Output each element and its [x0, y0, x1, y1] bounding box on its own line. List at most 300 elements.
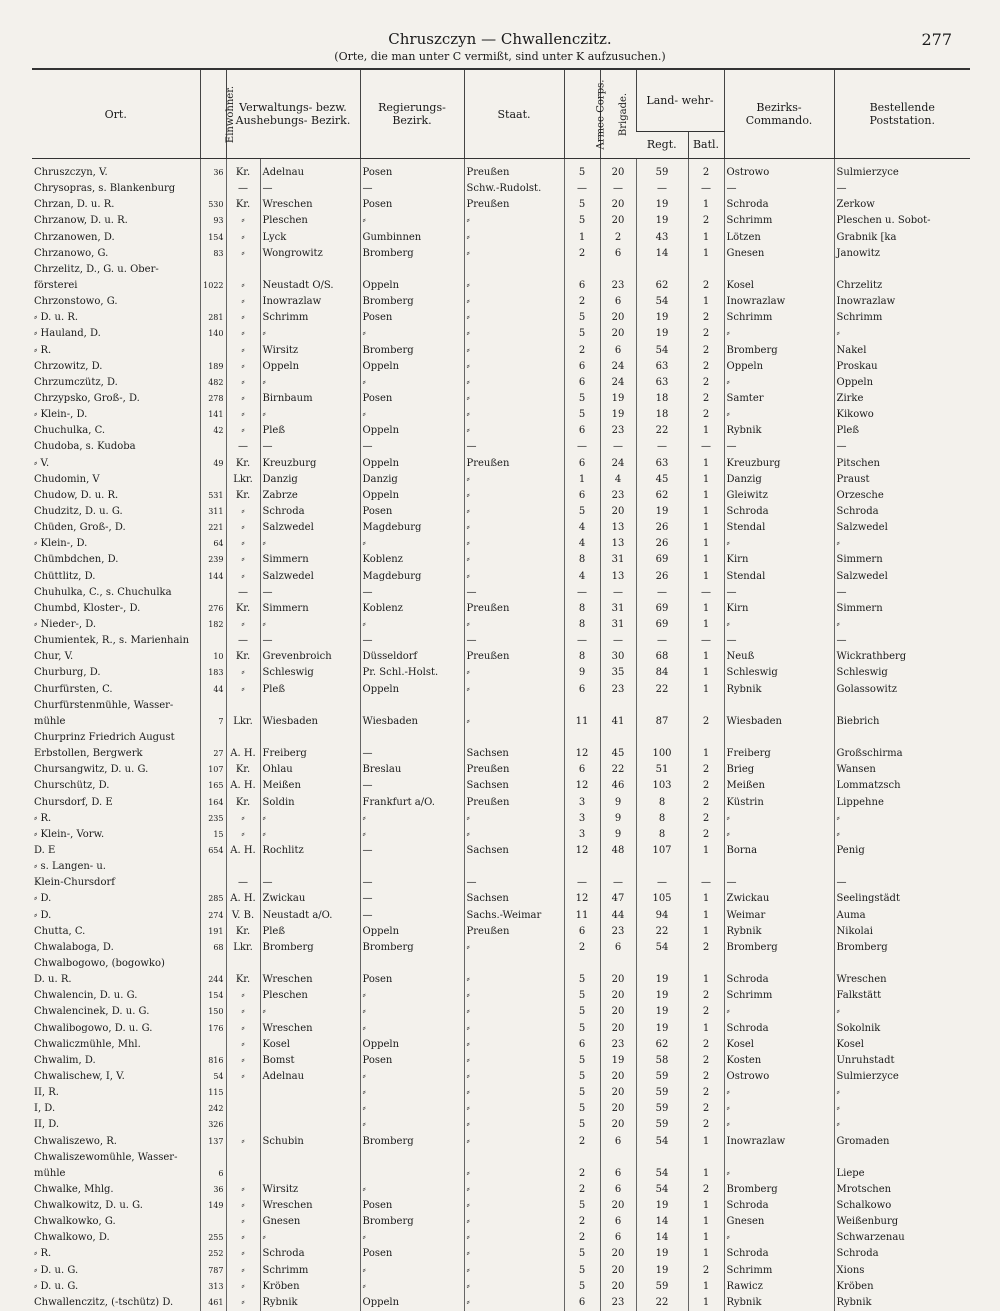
- table-row: [32, 1246, 970, 1262]
- cell-bk: ⸗: [724, 1166, 834, 1182]
- cell-ort: Chursangwitz, D. u. G.: [34, 764, 149, 776]
- cell-brig: 6: [600, 343, 636, 359]
- cell-reg: ⸗: [360, 1101, 464, 1117]
- cell-kr: A. H.: [226, 746, 260, 762]
- cell-ort: Chumientek, R., s. Marienhain: [34, 635, 190, 647]
- cell-staat: ⸗: [464, 504, 564, 520]
- cell-kr: ⸗: [226, 1246, 260, 1262]
- cell-kr: ⸗: [226, 1279, 260, 1295]
- cell-brig: —: [600, 181, 636, 197]
- cell-post: Praust: [834, 472, 970, 488]
- cell-ort: II, D.: [34, 1119, 60, 1131]
- cell-ak: 6: [564, 375, 600, 391]
- cell-bk: [724, 262, 834, 278]
- cell-ak: [564, 859, 600, 875]
- cell-reg: [360, 698, 464, 714]
- cell-ort: ⸗ D. u. G.: [34, 1280, 79, 1292]
- cell-verw: Adelnau: [260, 1069, 360, 1085]
- cell-kr: Lkr.: [226, 940, 260, 956]
- cell-reg: Posen: [360, 1198, 464, 1214]
- cell-regt: 26: [636, 520, 688, 536]
- cell-staat: ⸗: [464, 1166, 564, 1182]
- cell-ort: Chwalke, Mhlg.: [34, 1183, 114, 1195]
- cell-kr: ⸗: [226, 617, 260, 633]
- table-body: [32, 159, 970, 1311]
- cell-ak: —: [564, 633, 600, 649]
- cell-kr: ⸗: [226, 536, 260, 552]
- cell-kr: ⸗: [226, 294, 260, 310]
- cell-regt: 54: [636, 294, 688, 310]
- table-row: [32, 665, 970, 681]
- cell-ak: [564, 262, 600, 278]
- cell-post: Biebrich: [834, 714, 970, 730]
- cell-ew: [200, 262, 226, 278]
- cell-ak: 2: [564, 294, 600, 310]
- cell-ak: [564, 1150, 600, 1166]
- cell-ew: 164: [200, 794, 226, 810]
- cell-bk: ⸗: [724, 617, 834, 633]
- table-row: [32, 294, 970, 310]
- cell-post: Sulmierzyce: [834, 159, 970, 182]
- cell-ak: 5: [564, 1246, 600, 1262]
- cell-batl: 2: [688, 213, 724, 229]
- cell-ort: Chwalischew, I, V.: [34, 1070, 125, 1082]
- cell-regt: 14: [636, 246, 688, 262]
- cell-post: Mrotschen: [834, 1182, 970, 1198]
- cell-regt: 19: [636, 310, 688, 326]
- cell-regt: 43: [636, 230, 688, 246]
- cell-staat: ⸗: [464, 520, 564, 536]
- cell-staat: ⸗: [464, 569, 564, 585]
- cell-batl: 2: [688, 794, 724, 810]
- cell-ort: ⸗ D.: [34, 909, 52, 921]
- cell-bk: Kosel: [724, 278, 834, 294]
- cell-ew: [200, 585, 226, 601]
- cell-reg: Posen: [360, 1053, 464, 1069]
- table-row: [32, 1101, 970, 1117]
- cell-post: Grabnik [ka: [834, 230, 970, 246]
- cell-regt: 19: [636, 1020, 688, 1036]
- cell-staat: ⸗: [464, 1085, 564, 1101]
- cell-post: Lommatzsch: [834, 778, 970, 794]
- cell-brig: 46: [600, 778, 636, 794]
- cell-batl: 1: [688, 569, 724, 585]
- cell-verw: ⸗: [260, 811, 360, 827]
- cell-brig: [600, 956, 636, 972]
- cell-regt: 63: [636, 375, 688, 391]
- cell-kr: —: [226, 633, 260, 649]
- cell-ew: [200, 730, 226, 746]
- cell-ew: [200, 472, 226, 488]
- cell-ew: 285: [200, 891, 226, 907]
- cell-batl: —: [688, 439, 724, 455]
- table-row: [32, 875, 970, 891]
- cell-reg: ⸗: [360, 407, 464, 423]
- table-row: [32, 746, 970, 762]
- cell-reg: [360, 262, 464, 278]
- cell-ak: 5: [564, 1279, 600, 1295]
- cell-reg: —: [360, 585, 464, 601]
- cell-batl: —: [688, 585, 724, 601]
- cell-ort: Chwalim, D.: [34, 1054, 96, 1066]
- cell-post: Xions: [834, 1263, 970, 1279]
- cell-verw: Schubin: [260, 1133, 360, 1149]
- cell-kr: ⸗: [226, 213, 260, 229]
- cell-verw: ⸗: [260, 326, 360, 342]
- cell-reg: Posen: [360, 197, 464, 213]
- cell-reg: Oppeln: [360, 456, 464, 472]
- cell-batl: 2: [688, 1182, 724, 1198]
- cell-post: Schroda: [834, 504, 970, 520]
- cell-ort: ⸗ Hauland, D.: [34, 328, 101, 340]
- cell-bk: Kreuzburg: [724, 456, 834, 472]
- cell-regt: 19: [636, 326, 688, 342]
- cell-batl: [688, 1150, 724, 1166]
- cell-ew: [200, 633, 226, 649]
- cell-verw: Gnesen: [260, 1214, 360, 1230]
- cell-post: Salzwedel: [834, 520, 970, 536]
- table-row: [32, 552, 970, 568]
- cell-reg: ⸗: [360, 988, 464, 1004]
- cell-ew: 1022: [200, 278, 226, 294]
- cell-regt: 54: [636, 343, 688, 359]
- cell-bk: —: [724, 585, 834, 601]
- cell-batl: 1: [688, 504, 724, 520]
- cell-bk: Inowrazlaw: [724, 1133, 834, 1149]
- cell-bk: Schrimm: [724, 310, 834, 326]
- cell-kr: A. H.: [226, 891, 260, 907]
- table-row: [32, 1020, 970, 1036]
- cell-staat: ⸗: [464, 1037, 564, 1053]
- cell-kr: ⸗: [226, 1295, 260, 1311]
- cell-ew: 68: [200, 940, 226, 956]
- cell-ak: 8: [564, 617, 600, 633]
- cell-ort: ⸗ D.: [34, 893, 52, 905]
- cell-brig: [600, 262, 636, 278]
- cell-regt: 18: [636, 391, 688, 407]
- cell-bk: Samter: [724, 391, 834, 407]
- cell-ak: 4: [564, 536, 600, 552]
- cell-ew: 189: [200, 359, 226, 375]
- cell-bk: Zwickau: [724, 891, 834, 907]
- cell-ak: 12: [564, 746, 600, 762]
- cell-regt: [636, 859, 688, 875]
- cell-regt: 19: [636, 1246, 688, 1262]
- cell-staat: ⸗: [464, 1295, 564, 1311]
- cell-post: Seelingstädt: [834, 891, 970, 907]
- cell-brig: 13: [600, 536, 636, 552]
- table-row: [32, 439, 970, 455]
- cell-post: [834, 859, 970, 875]
- cell-ort: Chwalibogowo, D. u. G.: [34, 1022, 153, 1034]
- cell-post: ⸗: [834, 536, 970, 552]
- cell-ak: 6: [564, 762, 600, 778]
- cell-post: Pleß: [834, 423, 970, 439]
- cell-staat: —: [464, 439, 564, 455]
- cell-ort: Chrysopras, s. Blankenburg: [34, 183, 176, 195]
- cell-bk: ⸗: [724, 1004, 834, 1020]
- cell-regt: 94: [636, 907, 688, 923]
- cell-post: Nikolai: [834, 924, 970, 940]
- cell-brig: 23: [600, 682, 636, 698]
- cell-ak: 6: [564, 423, 600, 439]
- cell-batl: 1: [688, 907, 724, 923]
- cell-brig: —: [600, 585, 636, 601]
- cell-ew: 93: [200, 213, 226, 229]
- cell-post: ⸗: [834, 1101, 970, 1117]
- cell-batl: 2: [688, 1117, 724, 1133]
- cell-brig: —: [600, 439, 636, 455]
- cell-ort: ⸗ Nieder-, D.: [34, 619, 97, 630]
- cell-bk: Borna: [724, 843, 834, 859]
- cell-ew: [200, 859, 226, 875]
- table-row: [32, 197, 970, 213]
- col-header-brigade: Brigade.: [600, 69, 636, 159]
- cell-kr: ⸗: [226, 665, 260, 681]
- cell-verw: Kreuzburg: [260, 456, 360, 472]
- cell-post: Schroda: [834, 1246, 970, 1262]
- cell-regt: 103: [636, 778, 688, 794]
- cell-post: ⸗: [834, 827, 970, 843]
- cell-ak: 5: [564, 197, 600, 213]
- cell-brig: 20: [600, 972, 636, 988]
- cell-bk: Neuß: [724, 649, 834, 665]
- table-row: [32, 326, 970, 342]
- cell-bk: —: [724, 633, 834, 649]
- cell-kr: ⸗: [226, 423, 260, 439]
- cell-batl: 1: [688, 488, 724, 504]
- cell-kr: ⸗: [226, 310, 260, 326]
- cell-ak: 5: [564, 326, 600, 342]
- cell-ak: 1: [564, 230, 600, 246]
- table-row: [32, 375, 970, 391]
- cell-bk: Danzig: [724, 472, 834, 488]
- cell-brig: —: [600, 875, 636, 891]
- cell-post: Liepe: [834, 1166, 970, 1182]
- cell-ew: 239: [200, 552, 226, 568]
- cell-staat: [464, 956, 564, 972]
- cell-batl: [688, 859, 724, 875]
- cell-kr: ⸗: [226, 246, 260, 262]
- cell-bk: ⸗: [724, 1117, 834, 1133]
- cell-verw: Bomst: [260, 1053, 360, 1069]
- table-row: [32, 649, 970, 665]
- cell-ew: 281: [200, 310, 226, 326]
- cell-verw: Pleß: [260, 682, 360, 698]
- cell-staat: ⸗: [464, 1117, 564, 1133]
- cell-kr: ⸗: [226, 988, 260, 1004]
- cell-bk: [724, 956, 834, 972]
- cell-brig: —: [600, 633, 636, 649]
- cell-post: Wansen: [834, 762, 970, 778]
- cell-ort: Chuchulka, C.: [34, 425, 106, 437]
- cell-ak: [564, 730, 600, 746]
- cell-batl: 1: [688, 456, 724, 472]
- cell-post: Bromberg: [834, 940, 970, 956]
- table-row: [32, 907, 970, 923]
- col-header-landwehr: Land- wehr-: [636, 69, 724, 131]
- cell-kr: ⸗: [226, 1182, 260, 1198]
- cell-ort: Chwallenczitz, (-tschütz) D.: [34, 1296, 174, 1308]
- cell-reg: —: [360, 633, 464, 649]
- cell-regt: 19: [636, 197, 688, 213]
- table-row: [32, 1069, 970, 1085]
- cell-brig: 6: [600, 1182, 636, 1198]
- cell-verw: Salzwedel: [260, 520, 360, 536]
- cell-ak: 5: [564, 1101, 600, 1117]
- cell-batl: 1: [688, 552, 724, 568]
- cell-batl: 1: [688, 1020, 724, 1036]
- cell-reg: Oppeln: [360, 1037, 464, 1053]
- cell-regt: 59: [636, 1085, 688, 1101]
- cell-brig: 44: [600, 907, 636, 923]
- cell-bk: Schroda: [724, 197, 834, 213]
- cell-kr: Kr.: [226, 456, 260, 472]
- cell-batl: 1: [688, 230, 724, 246]
- cell-regt: 68: [636, 649, 688, 665]
- cell-verw: Schroda: [260, 1246, 360, 1262]
- cell-kr: ⸗: [226, 1198, 260, 1214]
- cell-kr: ⸗: [226, 1004, 260, 1020]
- cell-bk: Freiberg: [724, 746, 834, 762]
- cell-ort: Chwaliczmühle, Mhl.: [34, 1038, 141, 1050]
- cell-bk: Rawicz: [724, 1279, 834, 1295]
- cell-brig: 23: [600, 924, 636, 940]
- cell-staat: [464, 859, 564, 875]
- cell-kr: ⸗: [226, 827, 260, 843]
- cell-reg: Magdeburg: [360, 569, 464, 585]
- cell-ak: —: [564, 585, 600, 601]
- cell-bk: ⸗: [724, 827, 834, 843]
- cell-brig: 6: [600, 940, 636, 956]
- table-row: [32, 1166, 970, 1182]
- cell-reg: Danzig: [360, 472, 464, 488]
- cell-brig: 20: [600, 310, 636, 326]
- cell-reg: Oppeln: [360, 924, 464, 940]
- cell-staat: [464, 1150, 564, 1166]
- cell-reg: Oppeln: [360, 1295, 464, 1311]
- cell-staat: ⸗: [464, 536, 564, 552]
- cell-batl: 2: [688, 778, 724, 794]
- cell-batl: 2: [688, 762, 724, 778]
- table-row: [32, 504, 970, 520]
- cell-post: Rybnik: [834, 1295, 970, 1311]
- cell-bk: Gleiwitz: [724, 488, 834, 504]
- table-row: [32, 1053, 970, 1069]
- cell-regt: 59: [636, 1101, 688, 1117]
- cell-regt: 54: [636, 1166, 688, 1182]
- cell-reg: [360, 730, 464, 746]
- cell-staat: Sachs.-Weimar: [464, 907, 564, 923]
- cell-ew: 149: [200, 1198, 226, 1214]
- cell-kr: [226, 1117, 260, 1133]
- table-row: [32, 1037, 970, 1053]
- cell-reg: Bromberg: [360, 1133, 464, 1149]
- cell-kr: [226, 956, 260, 972]
- table-row: [32, 762, 970, 778]
- cell-brig: 31: [600, 601, 636, 617]
- cell-ort: Chudow, D. u. R.: [34, 489, 119, 501]
- cell-post: Inowrazlaw: [834, 294, 970, 310]
- cell-verw: [260, 1150, 360, 1166]
- cell-ort: Chrzowitz, D.: [34, 360, 103, 372]
- table-row: [32, 633, 970, 649]
- cell-verw: [260, 1117, 360, 1133]
- cell-kr: ⸗: [226, 1230, 260, 1246]
- cell-kr: ⸗: [226, 326, 260, 342]
- cell-ak: 6: [564, 682, 600, 698]
- cell-ort: mühle: [34, 1167, 66, 1179]
- cell-batl: [688, 730, 724, 746]
- cell-staat: ⸗: [464, 972, 564, 988]
- cell-post: ⸗: [834, 1004, 970, 1020]
- cell-staat: ⸗: [464, 714, 564, 730]
- cell-ew: 182: [200, 617, 226, 633]
- cell-brig: 6: [600, 1230, 636, 1246]
- cell-brig: 20: [600, 1069, 636, 1085]
- cell-post: Penig: [834, 843, 970, 859]
- cell-staat: ⸗: [464, 488, 564, 504]
- cell-ak: 5: [564, 213, 600, 229]
- cell-kr: ⸗: [226, 359, 260, 375]
- cell-batl: 1: [688, 197, 724, 213]
- cell-post: Proskau: [834, 359, 970, 375]
- cell-staat: Preußen: [464, 762, 564, 778]
- cell-regt: 14: [636, 1230, 688, 1246]
- cell-ew: 221: [200, 520, 226, 536]
- cell-ew: 274: [200, 907, 226, 923]
- cell-regt: —: [636, 875, 688, 891]
- cell-staat: ⸗: [464, 213, 564, 229]
- cell-post: Sulmierzyce: [834, 1069, 970, 1085]
- table-row: [32, 310, 970, 326]
- cell-kr: V. B.: [226, 907, 260, 923]
- cell-regt: —: [636, 585, 688, 601]
- cell-batl: 1: [688, 520, 724, 536]
- cell-ew: 154: [200, 230, 226, 246]
- cell-ew: 115: [200, 1085, 226, 1101]
- cell-bk: Schroda: [724, 1020, 834, 1036]
- cell-batl: 2: [688, 940, 724, 956]
- cell-verw: Pleschen: [260, 988, 360, 1004]
- cell-verw: —: [260, 875, 360, 891]
- cell-verw: —: [260, 439, 360, 455]
- cell-ort: Chruszczyn, V.: [34, 167, 108, 179]
- cell-ort: mühle: [34, 715, 66, 727]
- cell-verw: Lyck: [260, 230, 360, 246]
- cell-reg: —: [360, 746, 464, 762]
- cell-ort: Klein-Chursdorf: [34, 877, 115, 889]
- cell-batl: 1: [688, 1133, 724, 1149]
- cell-brig: 2: [600, 230, 636, 246]
- table-row: [32, 585, 970, 601]
- cell-ort: Erbstollen, Bergwerk: [34, 748, 143, 760]
- cell-ort: Chuhulka, C., s. Chuchulka: [34, 586, 172, 598]
- cell-kr: ⸗: [226, 682, 260, 698]
- cell-reg: Breslau: [360, 762, 464, 778]
- cell-batl: 1: [688, 1198, 724, 1214]
- cell-brig: [600, 730, 636, 746]
- cell-kr: Kr.: [226, 972, 260, 988]
- cell-bk: Schroda: [724, 504, 834, 520]
- cell-regt: 62: [636, 488, 688, 504]
- cell-regt: 45: [636, 472, 688, 488]
- cell-ew: 36: [200, 1182, 226, 1198]
- table-row: [32, 391, 970, 407]
- cell-regt: 19: [636, 972, 688, 988]
- cell-brig: 30: [600, 649, 636, 665]
- cell-verw: [260, 1085, 360, 1101]
